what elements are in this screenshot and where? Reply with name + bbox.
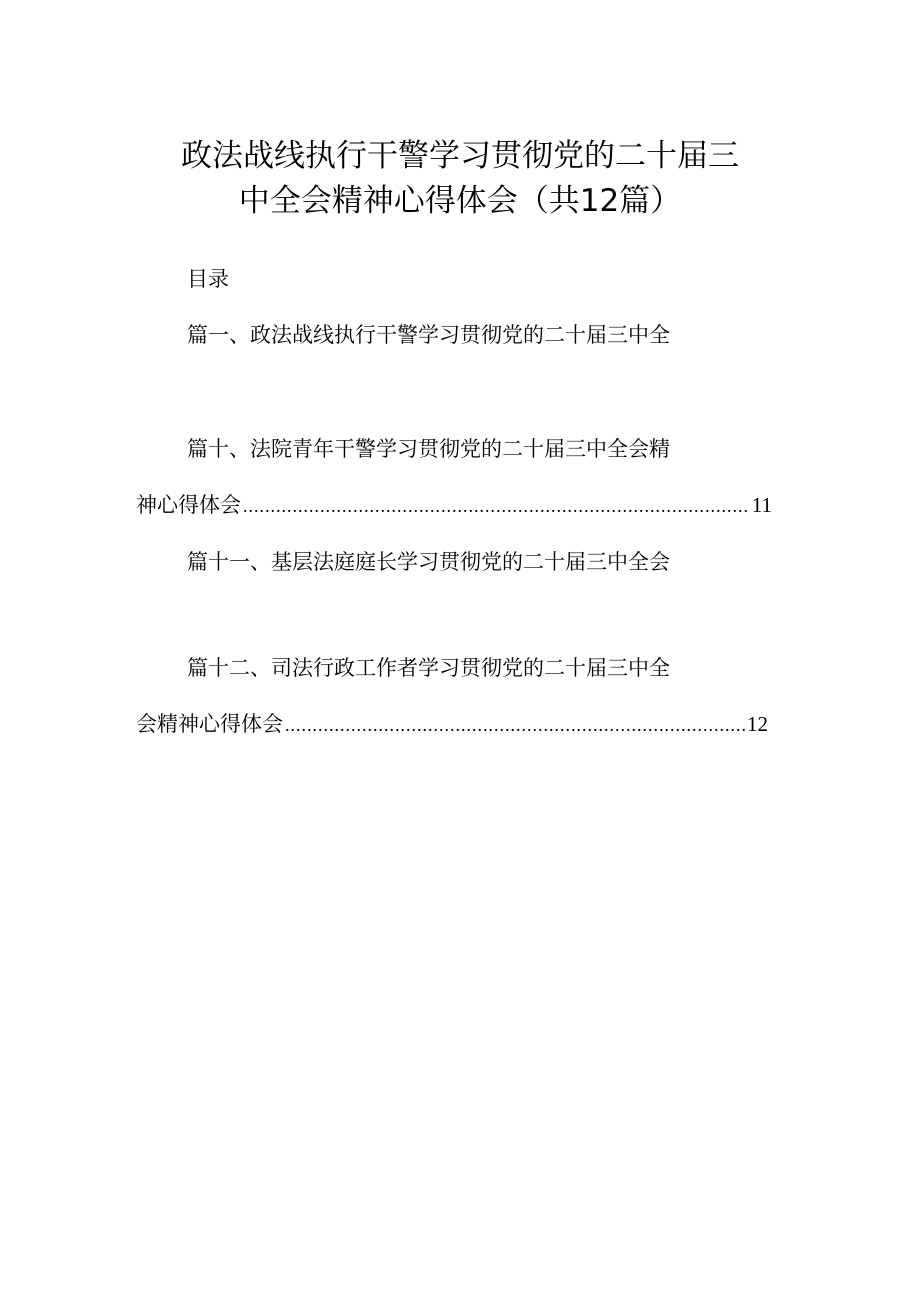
toc-entry-12-line-2[interactable] xyxy=(136,709,768,740)
toc-entry-1[interactable]: 篇一、政法战线执行干警学习贯彻党的二十届三中全 xyxy=(187,323,670,347)
document-title-line-2: 中全会精神心得体会（共12篇） xyxy=(238,183,682,219)
toc-entry-11[interactable]: 篇十一、基层法庭庭长学习贯彻党的二十届三中全会 xyxy=(187,550,670,574)
toc-entry-10-line-1[interactable]: 篇十、法院青年干警学习贯彻党的二十届三中全会精 xyxy=(187,437,670,461)
toc-entry-text: 会精神心得体会 xyxy=(136,712,283,736)
dot-leader xyxy=(243,491,750,521)
document-title-line-1: 政法战线执行干警学习贯彻党的二十届三 xyxy=(181,138,739,174)
toc-page-number: 11 xyxy=(751,493,772,517)
dot-leader xyxy=(285,710,745,740)
toc-heading: 目录 xyxy=(187,267,229,291)
toc-page-number: 12 xyxy=(747,712,768,736)
toc-entry-12-line-1[interactable]: 篇十二、司法行政工作者学习贯彻党的二十届三中全 xyxy=(187,656,670,680)
toc-entry-text: 神心得体会 xyxy=(136,493,241,517)
toc-entry-10-line-2[interactable] xyxy=(136,490,772,521)
